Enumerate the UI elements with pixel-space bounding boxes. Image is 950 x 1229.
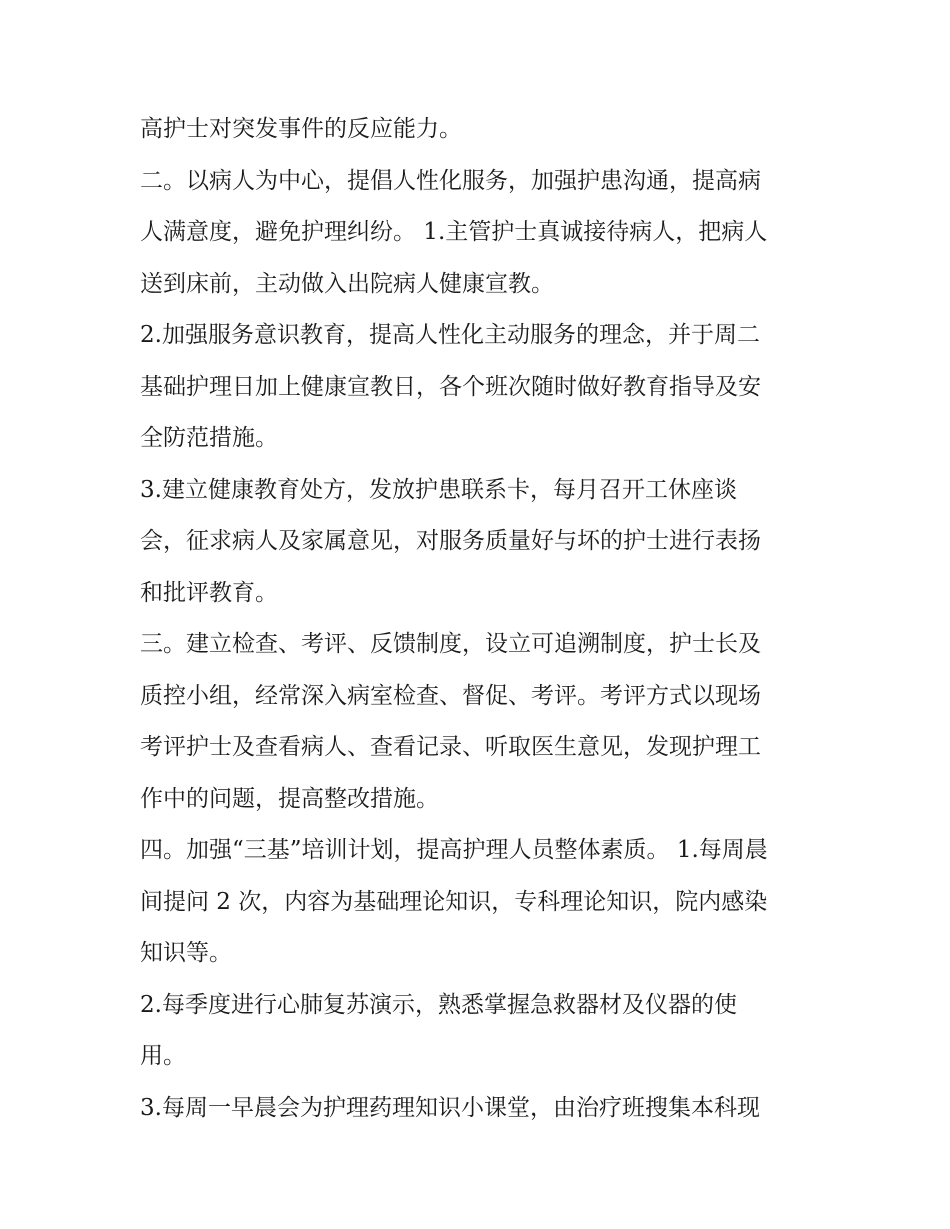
- document-body: [140, 104, 820, 1134]
- text-line: 高护士对突发事件的反应能力。: [140, 116, 462, 142]
- text-line: 考评护士及查看病人、查看记录、听取医生意见，发现护理工: [140, 734, 761, 760]
- text-line: 质控小组，经常深入病室检查、督促、考评。考评方式以现场: [140, 682, 761, 709]
- text-line: 三。建立检查、考评、反馈制度，设立可追溯制度，护士长及: [140, 631, 761, 657]
- text-line: 送到床前，主动做入出院病人健康宣教。: [140, 270, 554, 297]
- text-line: 全防范措施。: [140, 425, 278, 451]
- text-line: 会，征求病人及家属意见，对服务质量好与坏的护士进行表扬: [140, 528, 761, 554]
- text-line: 3.每周一早晨会为护理药理知识小课堂，由治疗班搜集本科现: [140, 1094, 760, 1121]
- text-line: 间提问 2 次，内容为基础理论知识，专科理论知识，院内感染: [140, 888, 768, 915]
- text-line: 3.建立健康教育处方，发放护患联系卡，每月召开工休座谈: [140, 476, 737, 503]
- text-line: 作中的问题，提高整改措施。: [140, 785, 439, 812]
- text-line: 和批评教育。: [140, 579, 278, 606]
- text-line: 知识等。: [140, 940, 232, 966]
- text-line: 人满意度，避免护理纠纷。 1.主管护士真诚接待病人，把病人: [140, 219, 768, 245]
- text-line: 用。: [140, 1043, 186, 1069]
- text-line: 二。以病人为中心，提倡人性化服务，加强护患沟通，提高病: [140, 167, 761, 194]
- text-line: 2.每季度进行心肺复苏演示，熟悉掌握急救器材及仪器的使: [140, 991, 737, 1018]
- text-line: 四。加强“三基”培训计划，提高护理人员整体素质。 1.每周晨: [140, 837, 768, 863]
- text-line: 2.加强服务意识教育，提高人性化主动服务的理念，并于周二: [140, 322, 760, 348]
- text-line: 基础护理日加上健康宣教日，各个班次随时做好教育指导及安: [140, 373, 761, 400]
